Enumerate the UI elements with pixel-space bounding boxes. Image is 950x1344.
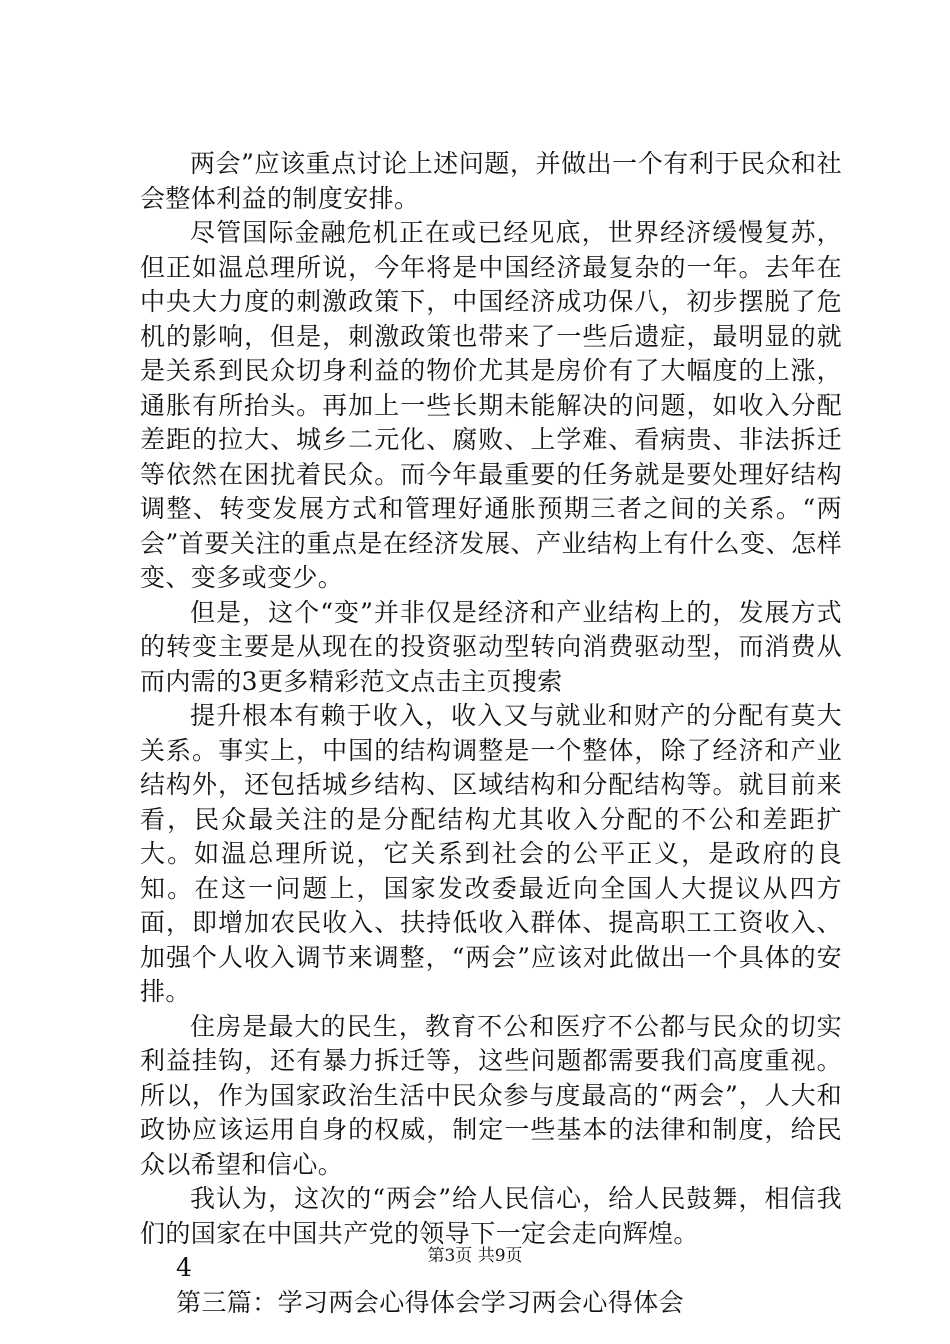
page-marker: 4 (176, 1253, 193, 1282)
paragraph-3: 但是，这个“变”并非仅是经济和产业结构上的，发展方式的转变主要是从现在的投资驱动型转向消费驱动型，而消费从而内需的3更多精彩范文点击主页搜索 (140, 597, 842, 696)
paragraph-5: 住房是最大的民生，教育不公和医疗不公都与民众的切实利益挂钩，还有暴力拆迁等，这些问题都需要我们高度重视。所以，作为国家政治生活中民众参与度最高的“两会”，人大和政协应该运用自身的权威，制定一些基本的法律和制度，给民众以希望和信心。 (140, 1011, 842, 1179)
paragraph-1: 两会”应该重点讨论上述问题，并做出一个有利于民众和社会整体利益的制度安排。 (140, 149, 842, 213)
paragraph-2: 尽管国际金融危机正在或已经见底，世界经济缓慢复苏，但正如温总理所说，今年将是中国经济最复杂的一年。去年在中央大力度的刺激政策下，中国经济成功保八，初步摆脱了危机的影响，但是，刺激政策也带来了一些后遗症，最明显的就是关系到民众切身利益的物价尤其是房价有了大幅度的上涨，通胀有所抬头。再加上一些长期未能解决的问题，如收入分配差距的拉大、城乡二元化、腐败、上学难、看病贵、非法拆迁等依然在困扰着民众。而今年最重要的任务就是要处理好结构调整、转变发展方式和管理好通胀预期三者之间的关系。“两会”首要关注的重点是在经济发展、产业结构上有什么变、怎样变、变多或变少。 (140, 218, 842, 592)
paragraph-4: 提升根本有赖于收入，收入又与就业和财产的分配有莫大关系。事实上，中国的结构调整是一个整体，除了经济和产业结构外，还包括城乡结构、区域结构和分配结构等。就目前来看，民众最关注的是分配结构尤其收入分配的不公和差距扩大。如温总理所说，它关系到社会的公平正义，是政府的良知。在这一问题上，国家发改委最近向全国人大提议从四方面，即增加农民收入、扶持低收入群体、提高职工工资收入、加强个人收入调节来调整，“两会”应该对此做出一个具体的安排。 (140, 701, 842, 1006)
page-footer: 第3页 共9页 (427, 1246, 523, 1266)
document-body (140, 147, 842, 1320)
section-heading: 第三篇：学习两会心得体会学习两会心得体会 (176, 1287, 685, 1317)
paragraph-6: 我认为，这次的“两会”给人民信心，给人民鼓舞，相信我们的国家在中国共产党的领导下一定会走向辉煌。 (140, 1184, 842, 1248)
